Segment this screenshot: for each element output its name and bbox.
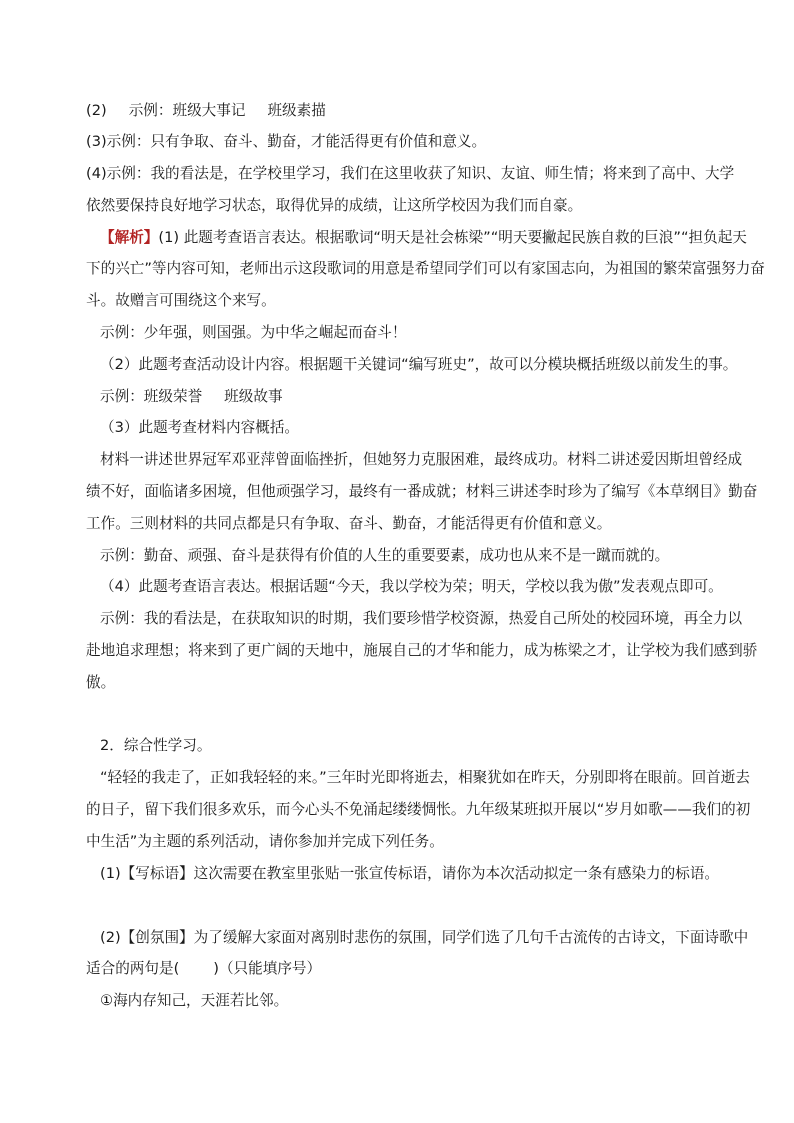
question-2-part-2-prefix: 适合的两句是( (86, 960, 180, 977)
answer-2-example-2: 班级素描 (267, 102, 326, 119)
answer-4-line-1: (4)示例：我的看法是，在学校里学习，我们在这里收获了知识、友谊、师生情；将来到了高中、大学 (86, 165, 735, 182)
question-2-part-2-line-1: (2)【创氛围】为了缓解大家面对离别时悲伤的氛围，同学们选了几句千古流传的古诗文，下面诗歌中 (100, 929, 749, 946)
question-2-intro-line-3: 中生活”为主题的系列活动，请你参加并完成下列任务。 (86, 833, 444, 850)
question-2-title: 2．综合性学习。 (100, 737, 212, 754)
analysis-1-line-3: 斗。故赠言可围绕这个来写。 (86, 292, 276, 309)
answer-4-line-2: 依然要保持良好地学习状态，取得优异的成绩，让这所学校因为我们而自豪。 (86, 197, 583, 214)
analysis-2: （2）此题考查活动设计内容。根据题干关键词“编写班史”，故可以分模块概括班级以前发生的事。 (100, 356, 738, 373)
analysis-4-example-line-1: 示例：我的看法是，在获取知识的时期，我们要珍惜学校资源，热爱自己所处的校园环境，再全力以 (100, 610, 743, 627)
analysis-3-line-2: 绩不好，面临诸多困境，但他顽强学习，最终有一番成就；材料三讲述李时珍为了编写《本草纲目》勤奋 (86, 483, 758, 500)
analysis-1-line-1 (100, 228, 747, 248)
option-1: ①海内存知己，天涯若比邻。 (100, 992, 289, 1009)
question-2-intro-line-2: 的日子，留下我们很多欢乐，而今心头不免涌起缕缕惆怅。九年级某班拟开展以“岁月如歌——我们的初 (86, 801, 751, 818)
analysis-1-example: 示例：少年强，则国强。为中华之崛起而奋斗！ (100, 324, 407, 341)
analysis-3-line-3: 工作。三则材料的共同点都是只有争取、奋斗、勤奋，才能活得更有价值和意义。 (86, 515, 612, 532)
analysis-2-example-b: 班级故事 (224, 388, 283, 405)
question-2-part-2-line-2 (86, 959, 726, 979)
analysis-label: 【解析】 (100, 229, 159, 246)
analysis-4-example-line-2: 赴地追求理想；将来到了更广阔的天地中，施展自己的才华和能力，成为栋梁之才，让学校为我们感到骄 (86, 642, 758, 659)
analysis-3: （3）此题考查材料内容概括。 (100, 419, 300, 436)
analysis-1-text: (1) 此题考查语言表达。根据歌词“明天是社会栋梁”“明天要撇起民族自救的巨浪”“担负起天 (158, 229, 747, 246)
answer-2-example: 示例：班级大事记 (128, 102, 246, 119)
analysis-1-line-2: 下的兴亡”等内容可知，老师出示这段歌词的用意是希望同学们可以有家国志向，为祖国的繁荣富强努力奋 (86, 260, 765, 277)
analysis-2-example (100, 387, 740, 407)
answer-2-number: (2) (86, 102, 107, 119)
analysis-3-line-1: 材料一讲述世界冠军邓亚萍曾面临挫折，但她努力克服困难，最终成功。材料二讲述爱因斯坦曾经成 (100, 451, 743, 468)
answer-3: (3)示例：只有争取、奋斗、勤奋，才能活得更有价值和意义。 (86, 133, 487, 150)
question-2-part-1: (1)【写标语】这次需要在教室里张贴一张宣传标语，请你为本次活动拟定一条有感染力的标语。 (100, 865, 720, 882)
analysis-4-example-line-3: 傲。 (86, 674, 116, 691)
question-2-part-2-suffix: )（只能填序号） (213, 960, 322, 977)
analysis-2-example-a: 示例：班级荣誉 (100, 388, 203, 405)
analysis-4: （4）此题考查语言表达。根据话题“今天，我以学校为荣；明天，学校以我为傲”发表观点即可。 (100, 578, 723, 595)
question-2-intro-line-1: “轻轻的我走了，正如我轻轻的来。”三年时光即将逝去，相聚犹如在昨天，分别即将在眼前。回首逝去 (100, 769, 750, 786)
analysis-3-example: 示例：勤奋、顽强、奋斗是获得有价值的人生的重要要素，成功也从来不是一蹴而就的。 (100, 547, 670, 564)
answer-2 (86, 101, 726, 121)
